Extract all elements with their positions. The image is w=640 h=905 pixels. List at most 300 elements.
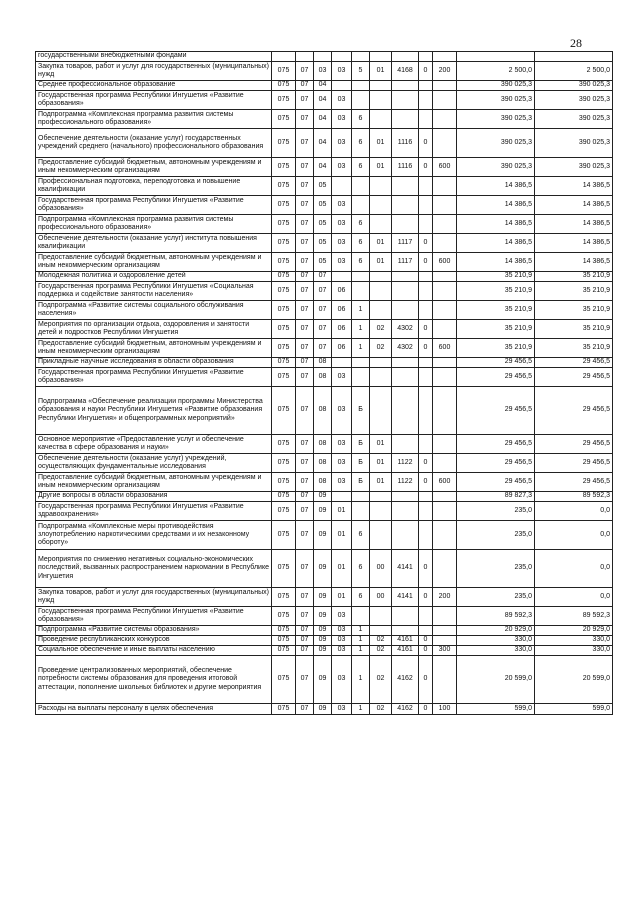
cell-code-section: 07	[296, 435, 314, 454]
cell-code-extra: 0	[419, 588, 433, 607]
cell-code-expense-type: 300	[433, 646, 457, 656]
cell-code-subsection: 07	[314, 282, 332, 301]
cell-amount-plan: 330,0	[457, 646, 535, 656]
cell-code-expense-type	[433, 196, 457, 215]
cell-code-section: 07	[296, 301, 314, 320]
cell-amount-plan: 29 456,5	[457, 454, 535, 473]
table-row	[36, 62, 613, 81]
cell-code-subprogram: 6	[352, 234, 370, 253]
cell-code-ministry: 075	[272, 588, 296, 607]
cell-code-extra: 0	[419, 129, 433, 158]
cell-amount-plan: 29 456,5	[457, 368, 535, 387]
cell-code-expense-type	[433, 110, 457, 129]
cell-amount-plan: 29 456,5	[457, 435, 535, 454]
cell-code-direction: 4302	[392, 320, 419, 339]
cell-code-subprogram: 6	[352, 110, 370, 129]
cell-item-name: Государственная программа Республики Ингушетия «Развитие образования»	[36, 368, 272, 387]
cell-code-subprogram: 6	[352, 521, 370, 550]
cell-code-subsection: 09	[314, 588, 332, 607]
cell-amount-approved: 0,0	[535, 588, 613, 607]
cell-code-direction	[392, 626, 419, 636]
cell-code-subprogram	[352, 91, 370, 110]
cell-code-program: 03	[332, 196, 352, 215]
cell-code-extra: 0	[419, 253, 433, 272]
cell-code-program: 03	[332, 215, 352, 234]
cell-code-extra: 0	[419, 646, 433, 656]
cell-code-ministry: 075	[272, 607, 296, 626]
table-row	[36, 234, 613, 253]
cell-code-expense-type	[433, 272, 457, 282]
cell-code-ministry: 075	[272, 301, 296, 320]
cell-code-subprogram	[352, 502, 370, 521]
table-row	[36, 626, 613, 636]
cell-code-direction	[392, 521, 419, 550]
cell-code-direction	[392, 358, 419, 368]
cell-code-ministry: 075	[272, 234, 296, 253]
cell-code-extra	[419, 282, 433, 301]
table-row	[36, 435, 613, 454]
cell-code-program: 03	[332, 626, 352, 636]
cell-code-program: 01	[332, 550, 352, 588]
cell-code-ministry: 075	[272, 626, 296, 636]
cell-code-ministry: 075	[272, 158, 296, 177]
cell-amount-plan: 14 386,5	[457, 234, 535, 253]
cell-code-expense-type: 600	[433, 158, 457, 177]
cell-code-section: 07	[296, 282, 314, 301]
cell-code-direction	[392, 435, 419, 454]
cell-code-extra	[419, 358, 433, 368]
cell-code-event: 01	[370, 62, 392, 81]
cell-code-extra	[419, 387, 433, 435]
cell-code-subsection: 08	[314, 454, 332, 473]
cell-amount-approved: 89 592,3	[535, 607, 613, 626]
cell-code-ministry: 075	[272, 339, 296, 358]
cell-code-subprogram: 1	[352, 656, 370, 704]
cell-code-direction	[392, 215, 419, 234]
cell-code-subprogram	[352, 272, 370, 282]
cell-amount-approved: 330,0	[535, 636, 613, 646]
cell-amount-plan: 20 599,0	[457, 656, 535, 704]
cell-code-subsection: 05	[314, 177, 332, 196]
cell-code-subsection: 09	[314, 656, 332, 704]
cell-amount-plan: 390 025,3	[457, 158, 535, 177]
cell-code-section: 07	[296, 81, 314, 91]
cell-code-event	[370, 52, 392, 62]
cell-amount-plan: 235,0	[457, 502, 535, 521]
table-row	[36, 387, 613, 435]
cell-code-program: 03	[332, 158, 352, 177]
cell-item-name: Государственная программа Республики Ингушетия «Развитие образования»	[36, 196, 272, 215]
cell-amount-approved: 35 210,9	[535, 320, 613, 339]
cell-code-section: 07	[296, 502, 314, 521]
cell-code-subprogram	[352, 52, 370, 62]
cell-amount-plan: 14 386,5	[457, 253, 535, 272]
cell-item-name: Подпрограмма «Развитие системы образования»	[36, 626, 272, 636]
cell-code-expense-type	[433, 550, 457, 588]
cell-code-ministry	[272, 52, 296, 62]
table-row	[36, 607, 613, 626]
cell-code-subsection: 04	[314, 81, 332, 91]
cell-code-section: 07	[296, 387, 314, 435]
cell-item-name: Мероприятия по снижению негативных социально-экономических последствий, вызванных распространением наркомании в Республике Ингушетия	[36, 550, 272, 588]
cell-code-extra	[419, 301, 433, 320]
cell-code-expense-type	[433, 435, 457, 454]
cell-code-section	[296, 52, 314, 62]
cell-code-event: 01	[370, 253, 392, 272]
cell-item-name: Государственная программа Республики Ингушетия «Развитие образования»	[36, 91, 272, 110]
cell-code-event	[370, 368, 392, 387]
cell-code-subsection: 07	[314, 301, 332, 320]
cell-code-section: 07	[296, 272, 314, 282]
cell-code-section: 07	[296, 91, 314, 110]
cell-code-subprogram: 1	[352, 636, 370, 646]
cell-amount-approved: 330,0	[535, 646, 613, 656]
table-row	[36, 177, 613, 196]
cell-code-event	[370, 110, 392, 129]
cell-code-expense-type	[433, 492, 457, 502]
cell-code-direction	[392, 91, 419, 110]
cell-code-ministry: 075	[272, 81, 296, 91]
cell-code-ministry: 075	[272, 253, 296, 272]
cell-code-event: 02	[370, 320, 392, 339]
cell-code-section: 07	[296, 253, 314, 272]
cell-code-section: 07	[296, 636, 314, 646]
table-row	[36, 339, 613, 358]
cell-code-direction: 4141	[392, 588, 419, 607]
cell-code-subprogram	[352, 196, 370, 215]
cell-item-name: Другие вопросы в области образования	[36, 492, 272, 502]
table-row	[36, 253, 613, 272]
table-row	[36, 521, 613, 550]
cell-code-expense-type	[433, 387, 457, 435]
cell-code-subsection: 08	[314, 368, 332, 387]
cell-code-section: 07	[296, 62, 314, 81]
cell-code-subprogram: 6	[352, 588, 370, 607]
cell-code-direction	[392, 368, 419, 387]
cell-code-ministry: 075	[272, 62, 296, 81]
cell-code-subprogram: Б	[352, 454, 370, 473]
cell-code-extra: 0	[419, 704, 433, 715]
cell-code-subprogram: 1	[352, 646, 370, 656]
cell-code-program: 03	[332, 454, 352, 473]
cell-code-subsection: 09	[314, 502, 332, 521]
cell-code-ministry: 075	[272, 177, 296, 196]
table-row	[36, 215, 613, 234]
cell-code-expense-type: 100	[433, 704, 457, 715]
cell-code-program: 06	[332, 339, 352, 358]
cell-amount-approved: 89 592,3	[535, 492, 613, 502]
cell-code-ministry: 075	[272, 196, 296, 215]
cell-code-subsection: 05	[314, 215, 332, 234]
cell-item-name: Обеспечение деятельности (оказание услуг) института повышения квалификации	[36, 234, 272, 253]
cell-code-subprogram: 1	[352, 626, 370, 636]
cell-code-ministry: 075	[272, 110, 296, 129]
cell-code-event	[370, 282, 392, 301]
cell-item-name: государственными внебюджетными фондами	[36, 52, 272, 62]
cell-code-subprogram: 6	[352, 253, 370, 272]
cell-code-ministry: 075	[272, 646, 296, 656]
cell-code-section: 07	[296, 215, 314, 234]
cell-code-extra	[419, 177, 433, 196]
cell-code-program: 03	[332, 646, 352, 656]
cell-code-ministry: 075	[272, 387, 296, 435]
cell-code-event	[370, 91, 392, 110]
cell-item-name: Проведение республиканских конкурсов	[36, 636, 272, 646]
table-row	[36, 656, 613, 704]
table-row	[36, 81, 613, 91]
cell-code-event	[370, 387, 392, 435]
cell-amount-plan: 14 386,5	[457, 215, 535, 234]
table-row	[36, 301, 613, 320]
cell-code-subsection: 05	[314, 234, 332, 253]
cell-code-subprogram: Б	[352, 473, 370, 492]
cell-item-name: Расходы на выплаты персоналу в целях обеспечения	[36, 704, 272, 715]
cell-code-section: 07	[296, 158, 314, 177]
table-row	[36, 492, 613, 502]
cell-code-event	[370, 521, 392, 550]
table-row	[36, 636, 613, 646]
cell-code-extra	[419, 368, 433, 387]
table-row	[36, 502, 613, 521]
cell-code-ministry: 075	[272, 473, 296, 492]
cell-code-ministry: 075	[272, 636, 296, 646]
budget-table	[35, 51, 613, 715]
cell-code-program: 03	[332, 110, 352, 129]
cell-code-expense-type	[433, 607, 457, 626]
cell-code-event	[370, 177, 392, 196]
table-row	[36, 473, 613, 492]
cell-code-direction: 4161	[392, 646, 419, 656]
cell-code-section: 07	[296, 320, 314, 339]
cell-code-direction: 4141	[392, 550, 419, 588]
cell-amount-approved: 0,0	[535, 521, 613, 550]
cell-item-name: Прикладные научные исследования в области образования	[36, 358, 272, 368]
cell-amount-approved: 390 025,3	[535, 158, 613, 177]
cell-code-expense-type	[433, 215, 457, 234]
cell-amount-approved: 390 025,3	[535, 81, 613, 91]
cell-amount-approved: 35 210,9	[535, 301, 613, 320]
cell-code-extra	[419, 52, 433, 62]
cell-code-subprogram	[352, 368, 370, 387]
cell-code-program: 01	[332, 588, 352, 607]
cell-code-subsection: 08	[314, 387, 332, 435]
cell-amount-approved: 20 929,0	[535, 626, 613, 636]
cell-code-program	[332, 492, 352, 502]
cell-item-name: Молодежная политика и оздоровление детей	[36, 272, 272, 282]
cell-item-name: Подпрограмма «Развитие системы социального обслуживания населения»	[36, 301, 272, 320]
cell-code-subsection: 04	[314, 110, 332, 129]
cell-amount-plan: 2 500,0	[457, 62, 535, 81]
cell-code-section: 07	[296, 110, 314, 129]
cell-code-expense-type	[433, 358, 457, 368]
cell-code-program: 03	[332, 607, 352, 626]
cell-amount-approved: 14 386,5	[535, 215, 613, 234]
cell-code-section: 07	[296, 234, 314, 253]
cell-amount-plan: 14 386,5	[457, 196, 535, 215]
cell-code-expense-type	[433, 301, 457, 320]
cell-code-extra: 0	[419, 339, 433, 358]
cell-code-expense-type	[433, 91, 457, 110]
cell-code-section: 07	[296, 473, 314, 492]
cell-code-subprogram: Б	[352, 435, 370, 454]
cell-code-event	[370, 492, 392, 502]
cell-amount-plan: 29 456,5	[457, 473, 535, 492]
cell-code-extra: 0	[419, 473, 433, 492]
cell-code-extra	[419, 91, 433, 110]
cell-amount-plan: 599,0	[457, 704, 535, 715]
cell-code-expense-type	[433, 636, 457, 646]
cell-code-program: 06	[332, 320, 352, 339]
cell-code-direction: 1116	[392, 158, 419, 177]
cell-item-name: Подпрограмма «Комплексная программа развития системы профессионального образования»	[36, 215, 272, 234]
cell-code-subprogram: 6	[352, 215, 370, 234]
cell-code-direction	[392, 272, 419, 282]
cell-code-ministry: 075	[272, 492, 296, 502]
cell-code-subprogram	[352, 607, 370, 626]
cell-code-program	[332, 52, 352, 62]
cell-code-event	[370, 81, 392, 91]
cell-code-section: 07	[296, 196, 314, 215]
table-row	[36, 368, 613, 387]
cell-amount-approved: 390 025,3	[535, 110, 613, 129]
cell-code-event: 01	[370, 129, 392, 158]
cell-code-ministry: 075	[272, 91, 296, 110]
cell-code-expense-type: 600	[433, 253, 457, 272]
cell-code-direction: 4168	[392, 62, 419, 81]
cell-code-extra: 0	[419, 234, 433, 253]
cell-code-subprogram	[352, 282, 370, 301]
cell-code-subprogram: 1	[352, 301, 370, 320]
cell-code-program: 03	[332, 253, 352, 272]
cell-amount-plan: 20 929,0	[457, 626, 535, 636]
cell-code-direction: 4302	[392, 339, 419, 358]
cell-code-section: 07	[296, 129, 314, 158]
cell-code-subsection: 08	[314, 435, 332, 454]
cell-code-expense-type	[433, 656, 457, 704]
table-row	[36, 704, 613, 715]
cell-code-direction	[392, 301, 419, 320]
cell-code-event: 00	[370, 588, 392, 607]
cell-amount-approved: 29 456,5	[535, 368, 613, 387]
cell-code-program	[332, 272, 352, 282]
cell-code-event: 01	[370, 234, 392, 253]
cell-code-subprogram: 5	[352, 62, 370, 81]
cell-code-expense-type	[433, 626, 457, 636]
cell-code-event: 02	[370, 646, 392, 656]
cell-code-event	[370, 301, 392, 320]
table-row	[36, 550, 613, 588]
cell-code-direction: 1117	[392, 253, 419, 272]
cell-amount-plan: 35 210,9	[457, 272, 535, 282]
cell-item-name: Обеспечение деятельности (оказание услуг) учреждений, осуществляющих фундаментальные исследования	[36, 454, 272, 473]
cell-code-subsection: 09	[314, 704, 332, 715]
cell-code-subsection: 04	[314, 158, 332, 177]
cell-amount-plan: 235,0	[457, 588, 535, 607]
cell-code-program	[332, 177, 352, 196]
cell-code-expense-type	[433, 521, 457, 550]
cell-amount-approved: 35 210,9	[535, 282, 613, 301]
cell-code-ministry: 075	[272, 320, 296, 339]
cell-code-section: 07	[296, 177, 314, 196]
cell-code-direction	[392, 110, 419, 129]
cell-code-subsection: 07	[314, 339, 332, 358]
cell-item-name: Социальное обеспечение и иные выплаты населению	[36, 646, 272, 656]
cell-code-event	[370, 626, 392, 636]
cell-amount-plan	[457, 52, 535, 62]
cell-code-extra	[419, 626, 433, 636]
cell-code-direction: 1122	[392, 473, 419, 492]
cell-code-subprogram: 6	[352, 129, 370, 158]
cell-code-direction	[392, 607, 419, 626]
cell-amount-approved: 29 456,5	[535, 454, 613, 473]
cell-code-subsection: 04	[314, 129, 332, 158]
cell-code-extra	[419, 521, 433, 550]
cell-code-program	[332, 81, 352, 91]
cell-code-section: 07	[296, 339, 314, 358]
cell-code-direction: 4162	[392, 656, 419, 704]
cell-item-name: Проведение централизованных мероприятий, обеспечение потребности системы образования для проведения итоговой аттестации, пополнение школьных библиотек и другие мероприятия	[36, 656, 272, 704]
cell-amount-plan: 14 386,5	[457, 177, 535, 196]
table-row	[36, 646, 613, 656]
cell-code-direction	[392, 196, 419, 215]
cell-amount-plan: 35 210,9	[457, 282, 535, 301]
cell-code-program: 03	[332, 636, 352, 646]
cell-code-extra	[419, 272, 433, 282]
cell-code-section: 07	[296, 521, 314, 550]
table-row	[36, 158, 613, 177]
cell-code-expense-type	[433, 234, 457, 253]
cell-code-ministry: 075	[272, 358, 296, 368]
cell-code-subsection	[314, 52, 332, 62]
cell-code-expense-type	[433, 129, 457, 158]
cell-amount-plan: 89 827,3	[457, 492, 535, 502]
cell-code-section: 07	[296, 492, 314, 502]
cell-code-subsection: 05	[314, 253, 332, 272]
cell-code-direction: 4161	[392, 636, 419, 646]
cell-code-ministry: 075	[272, 704, 296, 715]
cell-code-extra	[419, 196, 433, 215]
cell-item-name: Подпрограмма «Обеспечение реализации программы Министерства образования и науки Республики Ингушетия «Развитие образования Республики Ингушетия» и общепрограммных мероприятий»	[36, 387, 272, 435]
cell-code-direction: 1116	[392, 129, 419, 158]
cell-code-program: 03	[332, 91, 352, 110]
table-row	[36, 272, 613, 282]
cell-code-expense-type	[433, 177, 457, 196]
cell-code-ministry: 075	[272, 129, 296, 158]
cell-amount-approved: 14 386,5	[535, 253, 613, 272]
cell-code-section: 07	[296, 656, 314, 704]
cell-item-name: Закупка товаров, работ и услуг для государственных (муниципальных) нужд	[36, 588, 272, 607]
cell-code-program: 03	[332, 129, 352, 158]
cell-code-extra	[419, 215, 433, 234]
cell-code-program: 03	[332, 473, 352, 492]
cell-item-name: Подпрограмма «Комплексные меры противодействия злоупотреблению наркотическими средствами и их незаконному обороту»	[36, 521, 272, 550]
cell-code-ministry: 075	[272, 656, 296, 704]
cell-code-expense-type	[433, 282, 457, 301]
cell-code-program: 06	[332, 282, 352, 301]
cell-code-program	[332, 358, 352, 368]
cell-code-program: 01	[332, 521, 352, 550]
cell-code-extra	[419, 110, 433, 129]
table-row	[36, 129, 613, 158]
cell-code-subsection: 09	[314, 492, 332, 502]
cell-amount-plan: 390 025,3	[457, 110, 535, 129]
cell-item-name: Предоставление субсидий бюджетным, автономным учреждениям и иным некоммерческим организациям	[36, 339, 272, 358]
cell-amount-approved: 390 025,3	[535, 91, 613, 110]
cell-code-section: 07	[296, 550, 314, 588]
cell-code-section: 07	[296, 607, 314, 626]
cell-code-direction	[392, 81, 419, 91]
cell-code-ministry: 075	[272, 215, 296, 234]
